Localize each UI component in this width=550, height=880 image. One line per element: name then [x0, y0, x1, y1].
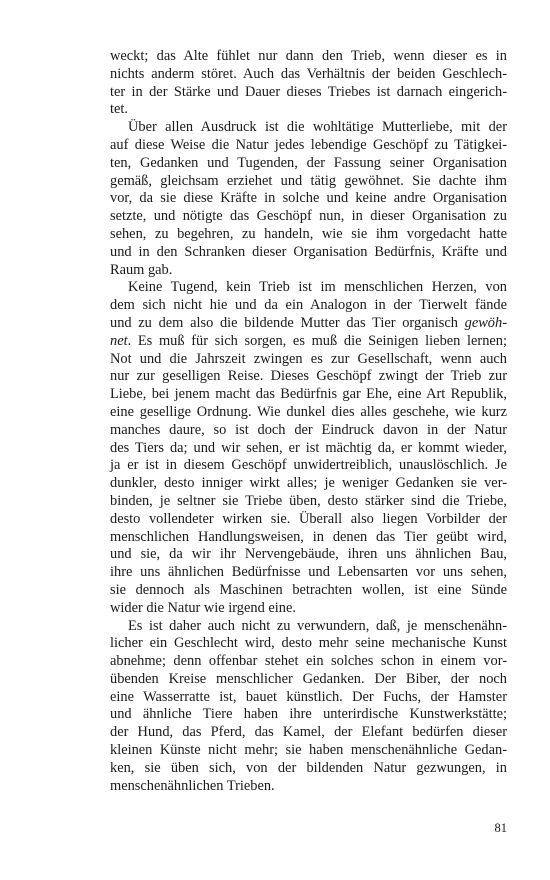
text-line: sehen, zu begehren, zu handeln, wie sie ihm vorgedacht hatte — [110, 225, 507, 242]
text-line: wider die Natur wie irgend eine. — [110, 599, 296, 616]
page-body-text — [110, 48, 507, 795]
text-line: und zu dem also die bildende Mutter das Tier organisch gewöh- — [110, 314, 507, 331]
text-line: nur zur geselligen Reise. Dieses Geschöpf zwingt der Trieb zur — [110, 368, 507, 385]
text-line: binden, je seltner sie Triebe üben, desto stärker sind die Triebe, — [110, 492, 507, 509]
page-number: 81 — [494, 821, 507, 835]
text-line: und in den Schranken dieser Organisation Bedürfnis, Kräfte und — [110, 243, 507, 260]
text-line: licher ein Geschlecht wird, desto mehr seine mechanische Kunst — [110, 635, 507, 652]
text-line: übenden Kreise menschlicher Gedanken. Der Biber, der noch — [110, 670, 507, 687]
text-line: dem sich nicht hie und da ein Analogon in der Tierwelt fände — [110, 297, 507, 314]
text-line: gemäß, gleichsam erziehet und tätig gewöhnet. Sie dachte ihm — [110, 172, 507, 189]
text-line: des Tiers da; und wir sehen, er ist mächtig da, er kommt wieder, — [110, 439, 507, 456]
italic-word: gewöh- — [464, 314, 507, 331]
text-line: nichts anderm störet. Auch das Verhältnis der beiden Geschlech- — [110, 65, 507, 82]
text-line: ken, sie üben sich, von der bildenden Natur gezwungen, in — [110, 759, 507, 776]
text-line: und sie, da wir ihr Nervengebäude, ihren uns ähnlichen Bau, — [110, 546, 507, 563]
text-line: Raum gab. — [110, 261, 173, 278]
text-line: ihre uns ähnlichen Bedürfnisse und Lebensarten vor uns sehen, — [110, 564, 507, 581]
text-line: menschenähnlichen Trieben. — [110, 777, 275, 794]
text-line: eine Wasserratte ist, bauet künstlich. Der Fuchs, der Hamster — [110, 688, 507, 705]
text-line: sie dennoch als Maschinen betrachten wollen, ist eine Sünde — [110, 581, 507, 598]
text-line: Keine Tugend, kein Trieb ist im menschlichen Herzen, von — [128, 279, 507, 296]
text-line: auf diese Weise die Natur jedes lebendige Geschöpf zu Tätigkei- — [110, 136, 507, 153]
text-line: kleinen Künste nicht mehr; sie haben menschenähnliche Gedan- — [110, 742, 507, 759]
text-line: der Hund, das Pferd, das Kamel, der Elefant bedürfen dieser — [110, 724, 507, 741]
text-line: desto vollendeter wirken sie. Überall also liegen Vorbilder der — [110, 510, 507, 527]
text-line: vor, da sie diese Kräfte in solche und keine andre Organisation — [110, 190, 507, 207]
text-line: ter in der Stärke und Dauer dieses Triebes ist darnach eingerich- — [110, 83, 507, 100]
text-line: ten, Gedanken und Tugenden, der Fassung seiner Organisation — [110, 154, 507, 171]
text-line: Liebe, bei jenem macht das Bedürfnis gar Ehe, eine Art Republik, — [110, 386, 507, 403]
text-line: menschlichen Handlungsweisen, in denen das Tier geübt wird, — [110, 528, 507, 545]
text-line: eine gesellige Ordnung. Wie dunkel dies alles geschehe, wie kurz — [110, 403, 507, 420]
text-line: ja er ist in diesem Geschöpf unwidertreiblich, unauslöschlich. Je — [110, 457, 507, 474]
text-line: net. Es muß für sich sorgen, es muß die Seinigen lieben lernen; — [110, 332, 507, 349]
text-line: Not und die Jahrszeit zwingen es zur Gesellschaft, wenn auch — [110, 350, 507, 367]
text-line: und ähnliche Tiere haben ihre unterirdische Kunstwerkstätte; — [110, 706, 507, 723]
text-line: dunkler, desto inniger wirkt alles; je weniger Gedanken sie ver- — [110, 475, 507, 492]
text-line: weckt; das Alte fühlet nur dann den Trieb, wenn dieser es in — [110, 48, 507, 64]
text-line: Es ist daher auch nicht zu verwundern, daß, je menschenähn- — [128, 617, 507, 634]
text-line: manches daure, so ist doch der Eindruck davon in der Natur — [110, 421, 507, 438]
text-line: abnehme; denn offenbar stehet ein solches schon in einem vor- — [110, 653, 507, 670]
text-line: setzte, und nötigte das Geschöpf nun, in dieser Organisation zu — [110, 208, 507, 225]
text-line: tet. — [110, 101, 128, 118]
italic-word: net — [110, 332, 128, 349]
text-line: Über allen Ausdruck ist die wohltätige Mutterliebe, mit der — [128, 119, 507, 136]
